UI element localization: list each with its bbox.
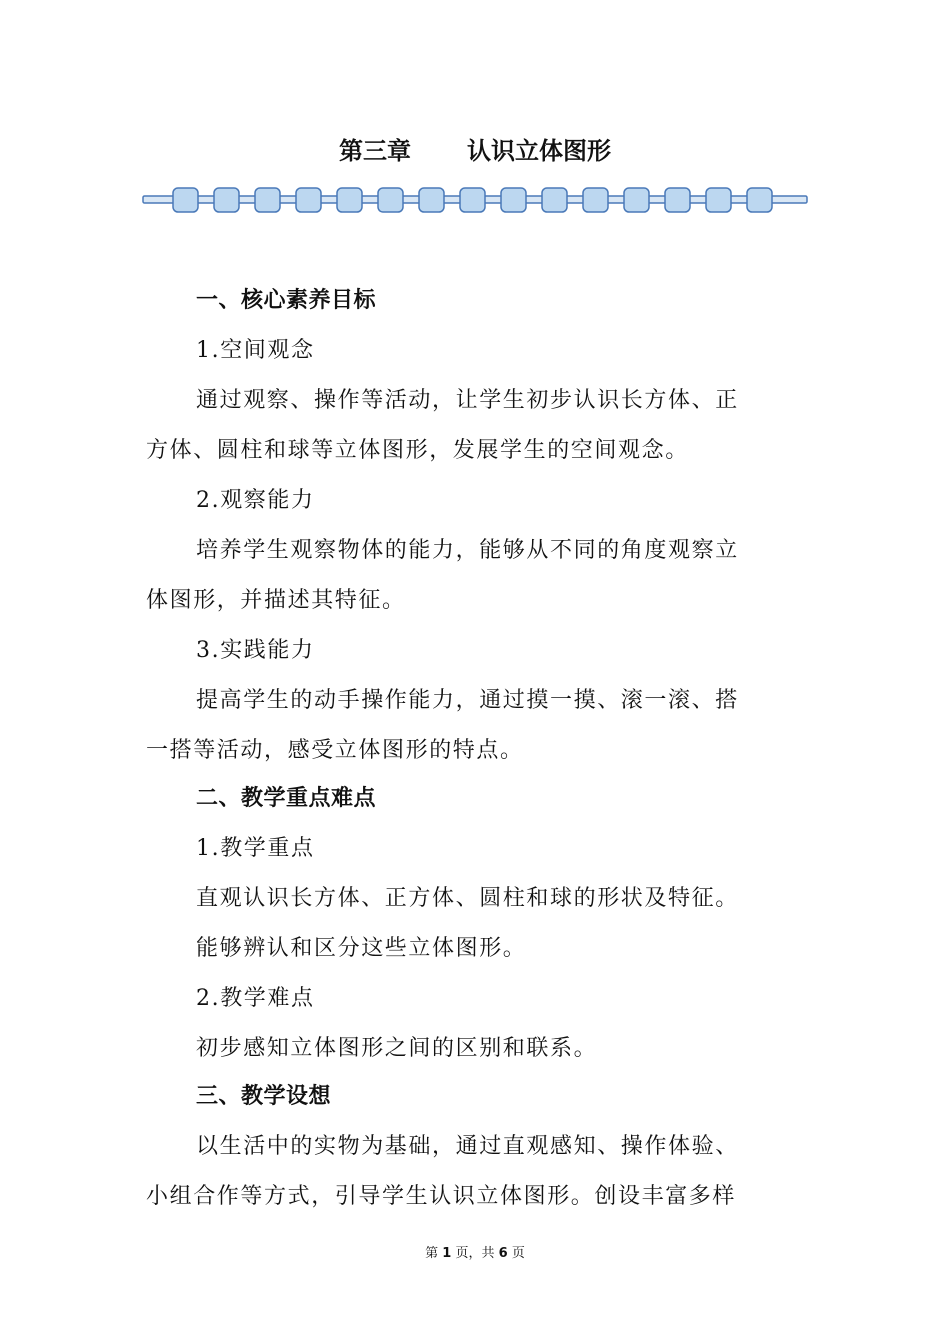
subheading-practice: 3.实践能力 [196, 638, 315, 663]
divider-bead [337, 188, 362, 212]
subheading-observation: 2.观察能力 [196, 488, 315, 513]
divider-bead [296, 188, 321, 212]
paragraph-line: 通过观察、操作等活动，让学生初步认识长方体、正 [196, 388, 739, 413]
paragraph-line: 以生活中的实物为基础，通过直观感知、操作体验、 [196, 1134, 739, 1159]
section-heading-goals: 一、核心素养目标 [196, 288, 377, 313]
subheading-spatial-concept: 1.空间观念 [196, 338, 315, 363]
divider-bead [747, 188, 772, 212]
paragraph-line: 培养学生观察物体的能力，能够从不同的角度观察立 [196, 538, 739, 563]
current-page-number: 1 [442, 1246, 452, 1261]
footer-middle: 页，共 [455, 1246, 495, 1261]
paragraph-line: 小组合作等方式，引导学生认识立体图形。创设丰富多样 [146, 1184, 737, 1209]
divider-bead [214, 188, 239, 212]
page-footer [0, 1244, 950, 1264]
section-heading-design: 三、教学设想 [196, 1084, 332, 1109]
total-page-count: 6 [498, 1246, 508, 1261]
paragraph-line: 能够辨认和区分这些立体图形。 [196, 936, 527, 961]
subheading-difficulty: 2.教学难点 [196, 986, 315, 1011]
paragraph-line: 一搭等活动，感受立体图形的特点。 [146, 738, 524, 763]
divider-bead [583, 188, 608, 212]
paragraph-line: 初步感知立体图形之间的区别和联系。 [196, 1036, 598, 1061]
footer-prefix: 第 [425, 1246, 439, 1261]
divider-bead [173, 188, 198, 212]
subheading-focus: 1.教学重点 [196, 836, 315, 861]
footer-suffix: 页 [511, 1246, 525, 1261]
paragraph-line: 体图形，并描述其特征。 [146, 588, 406, 613]
chapter-number: 第三章 [339, 137, 411, 165]
divider-beads [173, 188, 772, 212]
divider-bead [706, 188, 731, 212]
chapter-title [0, 134, 950, 168]
divider-bead [460, 188, 485, 212]
divider-bead [665, 188, 690, 212]
chapter-name: 认识立体图形 [467, 137, 611, 165]
paragraph-line: 方体、圆柱和球等立体图形，发展学生的空间观念。 [146, 438, 689, 463]
divider-bead [624, 188, 649, 212]
paragraph-line: 提高学生的动手操作能力，通过摸一摸、滚一滚、搭 [196, 688, 739, 713]
beaded-divider [142, 184, 808, 216]
section-heading-key-points: 二、教学重点难点 [196, 786, 377, 811]
divider-bead [501, 188, 526, 212]
divider-bead [255, 188, 280, 212]
divider-bead [378, 188, 403, 212]
divider-bead [419, 188, 444, 212]
divider-bead [542, 188, 567, 212]
paragraph-line: 直观认识长方体、正方体、圆柱和球的形状及特征。 [196, 886, 739, 911]
